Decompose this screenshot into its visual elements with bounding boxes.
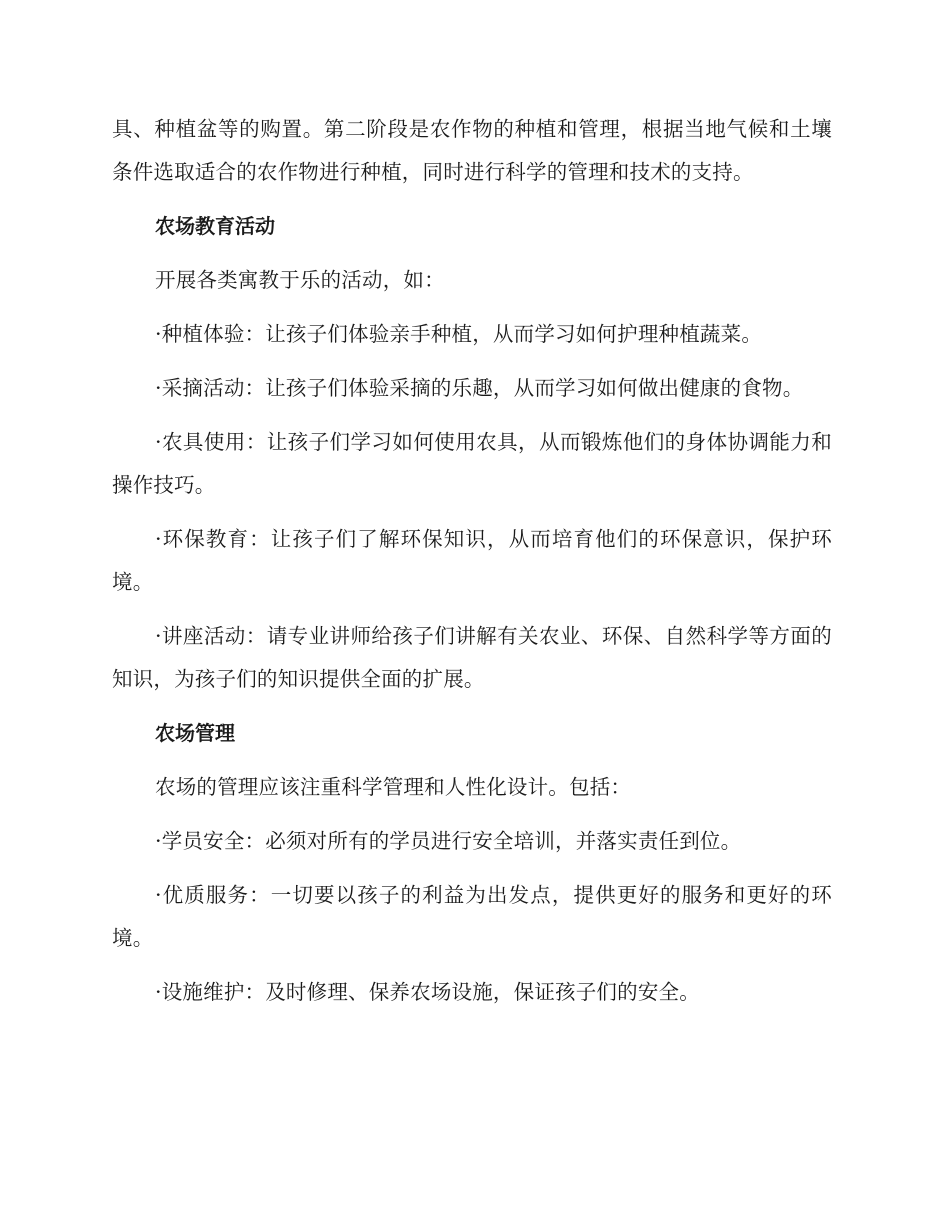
item-label: 设施维护：	[161, 980, 266, 1004]
item-text: 让孩子们体验采摘的乐趣，从而学习如何做出健康的食物。	[265, 376, 804, 400]
section-farm-management	[112, 712, 832, 1014]
item-label: 讲座活动：	[161, 624, 267, 648]
item-text: 请专业讲师给孩子们讲解有关农业、环保、自然科学等方面的知识，为孩子们的知识提供全面的扩展。	[112, 624, 832, 691]
item-label: 种植体验：	[161, 322, 266, 346]
section-lead: 农场的管理应该注重科学管理和人性化设计。包括：	[155, 775, 632, 799]
item-label: 采摘活动：	[161, 376, 266, 400]
item-text: 必须对所有的学员进行安全培训，并落实责任到位。	[265, 829, 742, 853]
item-label: 优质服务：	[161, 883, 271, 907]
section-farm-education	[112, 205, 832, 701]
bullet-dot: ·	[155, 527, 162, 551]
bullet-dot: ·	[155, 829, 162, 853]
list-item	[112, 367, 832, 410]
bullet-dot: ·	[155, 430, 162, 454]
bullet-dot: ·	[155, 883, 162, 907]
bullet-dot: ·	[155, 980, 162, 1004]
list-item	[112, 971, 832, 1014]
list-item	[112, 820, 832, 863]
item-text: 及时修理、保养农场设施，保证孩子们的安全。	[265, 980, 700, 1004]
list-item	[112, 615, 832, 701]
bullet-dot: ·	[155, 624, 162, 648]
list-item	[112, 518, 832, 604]
item-text: 一切要以孩子的利益为出发点，提供更好的服务和更好的环境。	[112, 883, 832, 950]
item-text: 让孩子们体验亲手种植，从而学习如何护理种植蔬菜。	[265, 322, 763, 346]
list-item	[112, 421, 832, 507]
section-lead: 开展各类寓教于乐的活动，如：	[155, 268, 445, 292]
section-heading: 农场管理	[155, 721, 235, 745]
item-label: 学员安全：	[161, 829, 266, 853]
intro-paragraph: 具、种植盆等的购置。第二阶段是农作物的种植和管理，根据当地气候和土壤条件选取适合的农作物进行种植，同时进行科学的管理和技术的支持。	[112, 117, 832, 184]
section-heading: 农场教育活动	[155, 214, 275, 238]
item-text: 让孩子们了解环保知识，从而培育他们的环保意识，保护环境。	[112, 527, 832, 594]
bullet-dot: ·	[155, 376, 162, 400]
document-body	[112, 108, 832, 1025]
bullet-dot: ·	[155, 322, 162, 346]
list-item	[112, 313, 832, 356]
item-text: 让孩子们学习如何使用农具，从而锻炼他们的身体协调能力和操作技巧。	[112, 430, 832, 497]
list-item	[112, 874, 832, 960]
item-label: 环保教育：	[161, 527, 271, 551]
item-label: 农具使用：	[161, 430, 267, 454]
